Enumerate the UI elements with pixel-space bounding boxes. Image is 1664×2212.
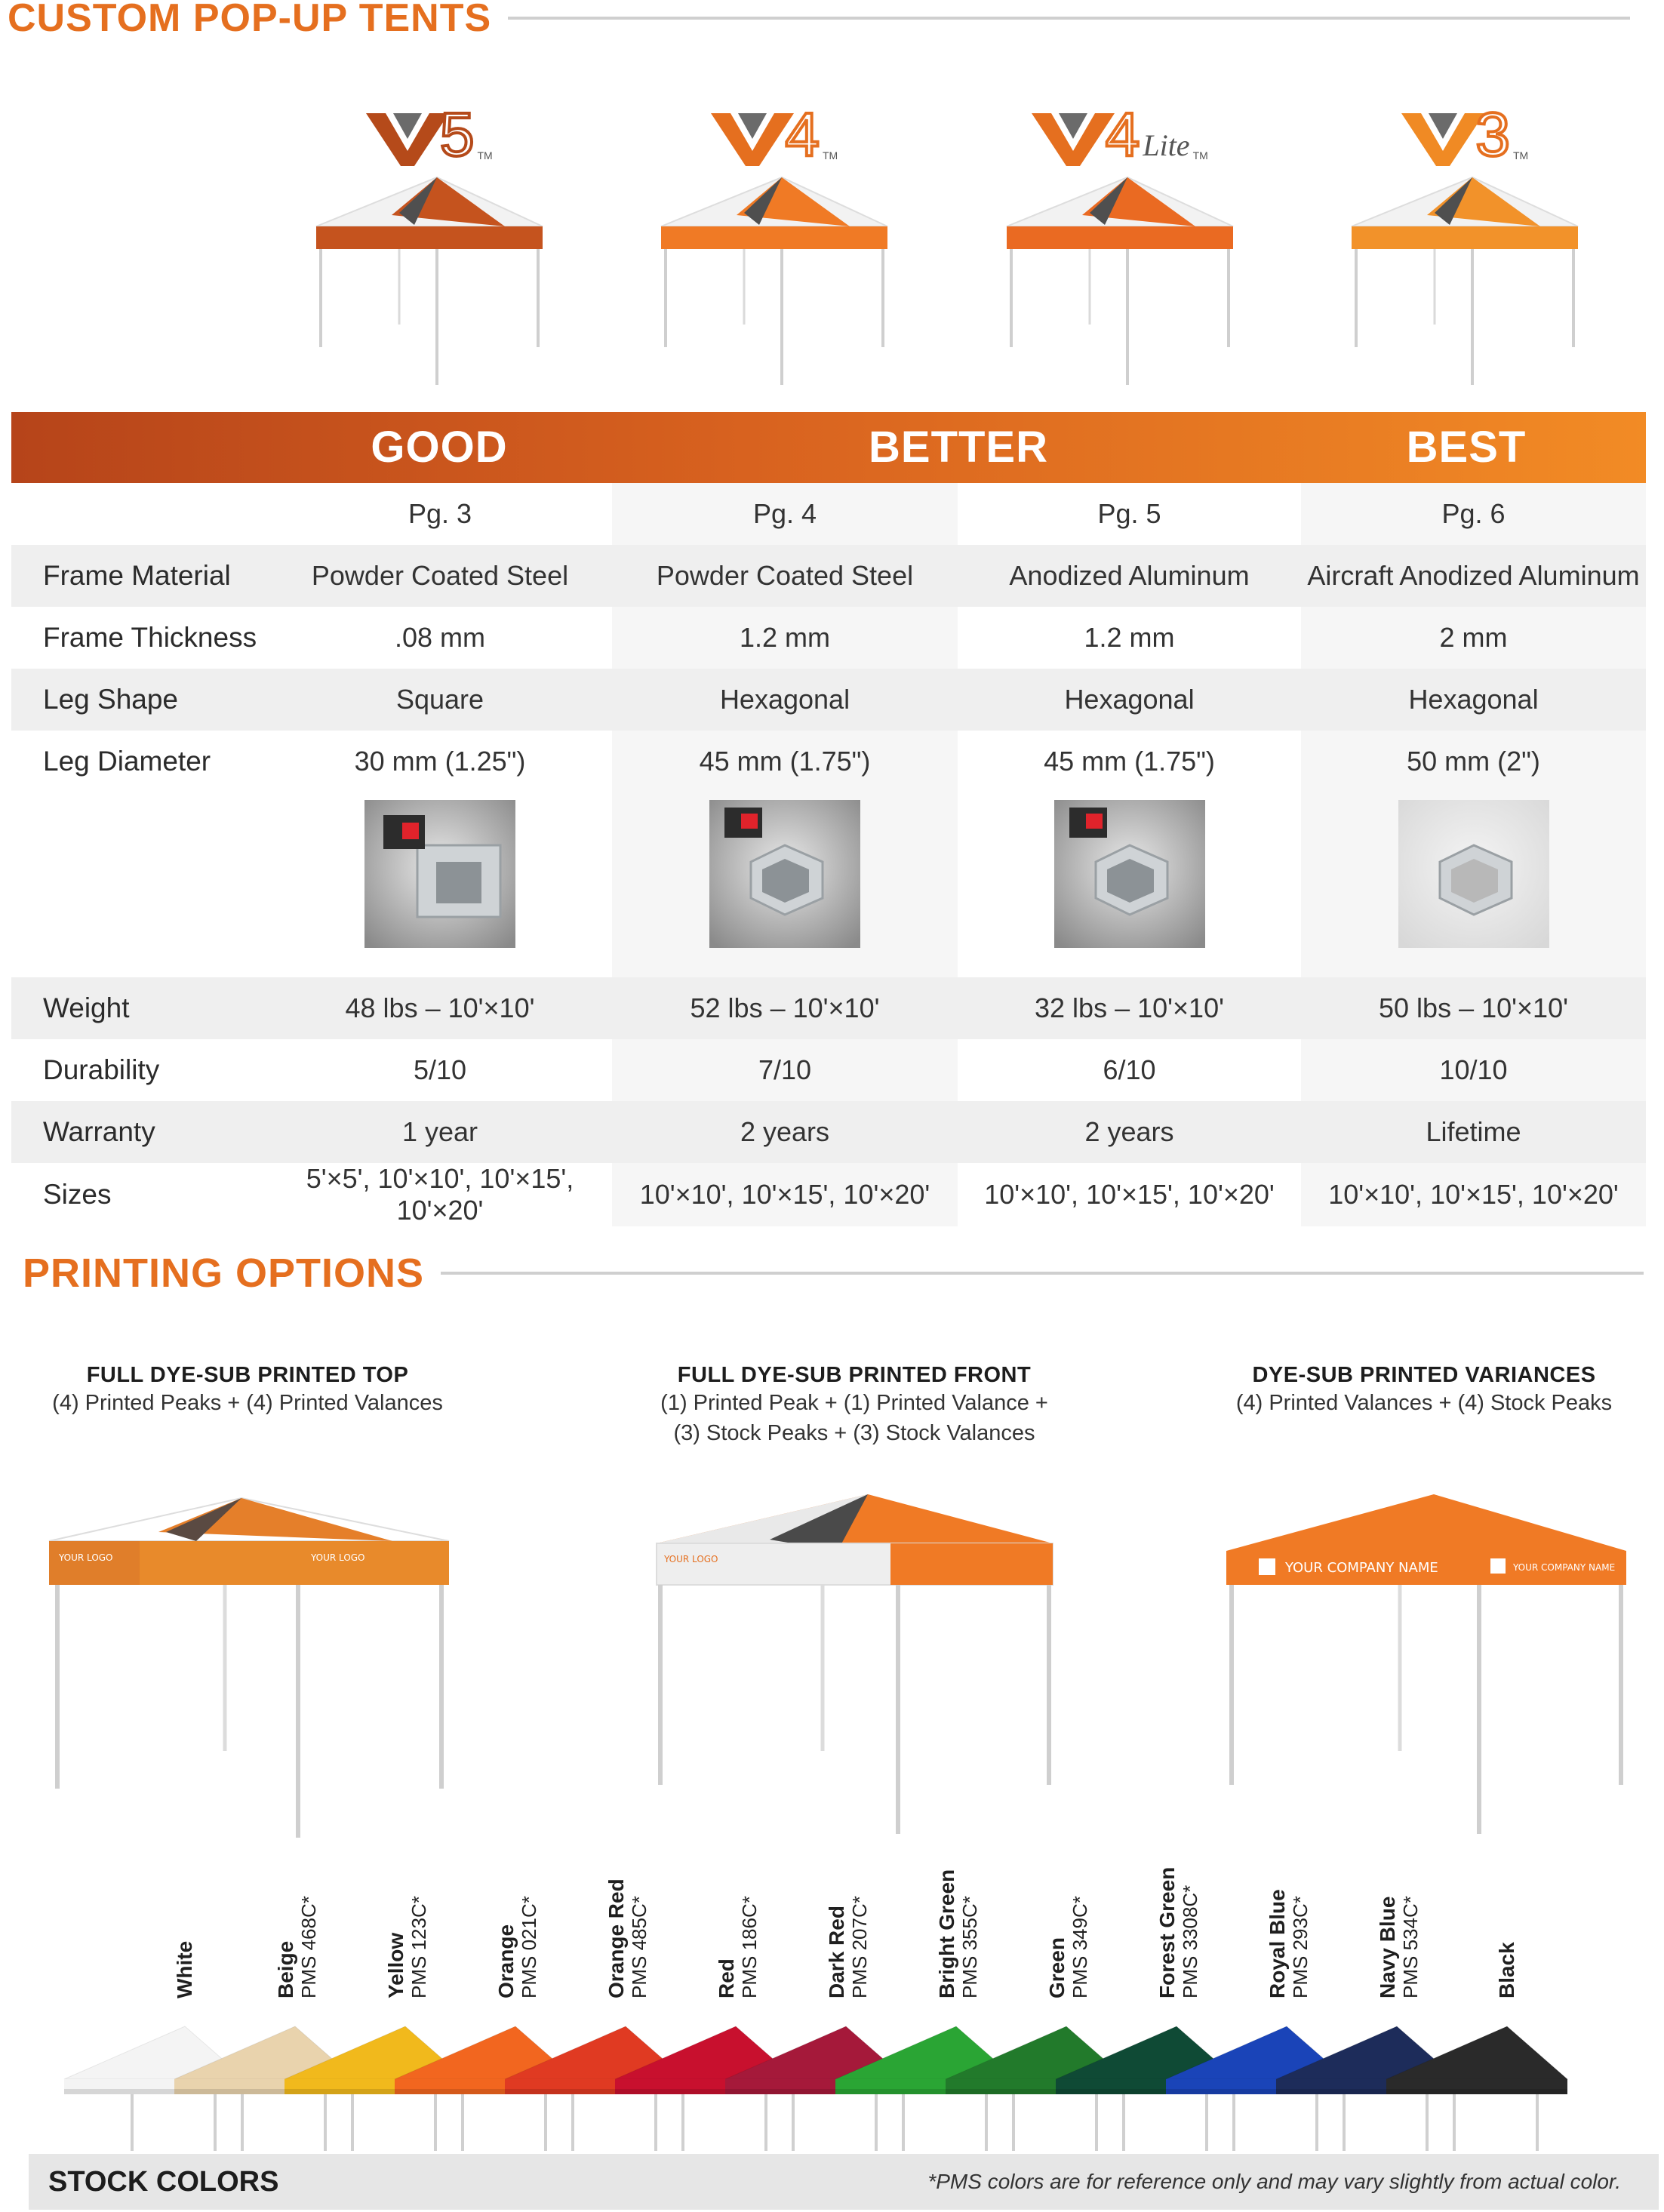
table-cell: Aircraft Anodized Aluminum bbox=[1301, 545, 1646, 607]
spec-table bbox=[11, 483, 1646, 1226]
table-cell: 2 years bbox=[612, 1101, 958, 1163]
product-column bbox=[1293, 75, 1638, 408]
print-option-line: (4) Printed Valances + (4) Stock Peaks bbox=[1235, 1391, 1613, 1415]
product-tent-image bbox=[1344, 174, 1586, 392]
table-row bbox=[11, 669, 1646, 731]
trademark-mark: TM bbox=[477, 149, 493, 162]
stock-color-pms: PMS 355C* bbox=[958, 1896, 981, 1998]
print-option-line: (1) Printed Peak + (1) Printed Valance + bbox=[660, 1391, 1048, 1415]
table-cell: 30 mm (1.25") bbox=[354, 746, 526, 777]
print-option-front bbox=[613, 1363, 1096, 1448]
trademark-mark: TM bbox=[822, 149, 838, 162]
product-logo bbox=[1032, 75, 1208, 169]
stock-color-label bbox=[1376, 1896, 1422, 1998]
tent-company-text: YOUR COMPANY NAME bbox=[1513, 1562, 1616, 1573]
table-cell: 2 mm bbox=[1301, 607, 1646, 669]
stock-color-name: Black bbox=[1495, 1942, 1518, 1998]
tent-full-print-top bbox=[49, 1498, 449, 1838]
table-cell: Powder Coated Steel bbox=[612, 545, 958, 607]
stock-color-label bbox=[715, 1896, 761, 1998]
heading-rule bbox=[441, 1272, 1644, 1275]
stock-color-label bbox=[174, 1941, 196, 1998]
tier-band bbox=[11, 412, 1646, 483]
stock-color-name: Beige bbox=[274, 1940, 297, 1998]
table-cell: 50 mm (2") bbox=[1301, 731, 1646, 792]
table-row-label: Durability bbox=[43, 1054, 160, 1085]
product-logo-number: 5 bbox=[439, 100, 475, 169]
stock-color-tents bbox=[0, 2023, 1664, 2151]
stock-color-label bbox=[1266, 1889, 1312, 1998]
table-row-label: Weight bbox=[11, 977, 268, 1039]
product-header bbox=[257, 75, 1638, 408]
tent-logo-text: YOUR LOGO bbox=[664, 1554, 718, 1564]
table-cell: 50 lbs – 10'×10' bbox=[1301, 977, 1646, 1039]
table-cell: 48 lbs – 10'×10' bbox=[268, 977, 612, 1039]
table-cell: 1.2 mm bbox=[1084, 622, 1175, 653]
table-cell: 2 years bbox=[958, 1101, 1301, 1163]
stock-color-name: Yellow bbox=[384, 1932, 408, 1998]
table-row-label: Frame Material bbox=[11, 545, 268, 607]
table-cell: 10/10 bbox=[1301, 1039, 1646, 1101]
stock-colors-note: *PMS colors are for reference only and may vary slightly from actual color. bbox=[927, 2170, 1621, 2193]
table-cell: 10'×10', 10'×15', 10'×20' bbox=[612, 1163, 958, 1226]
tents-heading-title: CUSTOM POP-UP TENTS bbox=[8, 0, 492, 40]
stock-colors-bar bbox=[29, 2154, 1659, 2210]
leg-profile-photo bbox=[1054, 800, 1205, 948]
product-column bbox=[257, 75, 602, 408]
stock-color-name: White bbox=[173, 1940, 196, 1998]
stock-color-name: Orange bbox=[494, 1924, 518, 1998]
page-ref: Pg. 6 bbox=[1301, 483, 1646, 545]
print-option-title: FULL DYE-SUB PRINTED TOP bbox=[86, 1363, 409, 1387]
table-row-label: Frame Thickness bbox=[43, 622, 257, 653]
print-option-title: DYE-SUB PRINTED VARIANCES bbox=[1252, 1363, 1596, 1387]
table-row bbox=[11, 545, 1646, 607]
print-tents bbox=[0, 1479, 1664, 1841]
printing-heading-title: PRINTING OPTIONS bbox=[23, 1251, 425, 1296]
leg-profile-photo bbox=[364, 800, 515, 948]
stock-color-name: Green bbox=[1045, 1937, 1069, 1998]
table-cell: 5/10 bbox=[413, 1054, 467, 1085]
tier-better: BETTER bbox=[869, 423, 1048, 472]
table-cell: Hexagonal bbox=[958, 669, 1301, 731]
table-cell: Hexagonal bbox=[612, 669, 958, 731]
table-cell: Powder Coated Steel bbox=[268, 545, 612, 607]
trademark-mark: TM bbox=[1512, 149, 1529, 162]
stock-color-pms: PMS 468C* bbox=[297, 1896, 320, 1998]
stock-colors-label: STOCK COLORS bbox=[48, 2166, 279, 2198]
print-option-line: (4) Printed Peaks + (4) Printed Valances bbox=[52, 1391, 443, 1415]
table-cell: 6/10 bbox=[1103, 1054, 1156, 1085]
table-cell: Lifetime bbox=[1301, 1101, 1646, 1163]
product-column bbox=[602, 75, 948, 408]
stock-color-label bbox=[1496, 1942, 1518, 1998]
stock-color-pms: PMS 349C* bbox=[1069, 1896, 1091, 1998]
product-tent-image bbox=[309, 174, 550, 392]
table-cell: Hexagonal bbox=[1301, 669, 1646, 731]
stock-color-name: Orange Red bbox=[604, 1878, 628, 1998]
table-row-label: Sizes bbox=[43, 1179, 112, 1210]
table-cell: Anodized Aluminum bbox=[958, 545, 1301, 607]
product-logo bbox=[711, 75, 838, 169]
table-row-label: Warranty bbox=[11, 1101, 268, 1163]
table-cell: 45 mm (1.75") bbox=[1044, 746, 1215, 777]
tent-logo-text: YOUR LOGO bbox=[311, 1552, 365, 1563]
table-row-label: Leg Shape bbox=[11, 669, 268, 731]
printing-heading bbox=[23, 1247, 1644, 1300]
leg-photo-cell bbox=[1301, 792, 1646, 977]
page-ref: Pg. 4 bbox=[612, 483, 958, 545]
table-cell: 1.2 mm bbox=[612, 607, 958, 669]
print-option-top bbox=[6, 1363, 489, 1418]
product-tent-image bbox=[654, 174, 895, 392]
table-row bbox=[11, 483, 1646, 545]
stock-color-name: Forest Green bbox=[1155, 1866, 1179, 1998]
stock-color-pms: PMS 207C* bbox=[848, 1896, 871, 1998]
table-row bbox=[11, 1163, 1646, 1226]
product-column bbox=[947, 75, 1293, 408]
leg-profile-photo bbox=[709, 800, 860, 948]
leg-photo-cell bbox=[612, 792, 958, 977]
product-tent-image bbox=[999, 174, 1241, 392]
stock-color-name: Navy Blue bbox=[1376, 1896, 1399, 1998]
tent-company-text: YOUR COMPANY NAME bbox=[1285, 1560, 1438, 1576]
print-option-variances bbox=[1183, 1363, 1664, 1418]
stock-color-name: Royal Blue bbox=[1266, 1889, 1289, 1998]
trademark-mark: TM bbox=[1192, 149, 1208, 162]
table-row bbox=[11, 731, 1646, 792]
product-logo-number: 3 bbox=[1475, 100, 1510, 169]
tents-heading bbox=[8, 0, 1630, 41]
stock-color-pms: PMS 3308C* bbox=[1179, 1884, 1201, 1998]
v-logo-icon bbox=[366, 113, 449, 166]
tent-logo-text: YOUR LOGO bbox=[59, 1552, 113, 1563]
stock-color-label bbox=[1156, 1867, 1201, 1998]
table-cell: 10'×10', 10'×15', 10'×20' bbox=[1301, 1163, 1646, 1226]
table-cell: 7/10 bbox=[612, 1039, 958, 1101]
product-logo bbox=[1401, 75, 1529, 169]
stock-color-pms: PMS 293C* bbox=[1289, 1896, 1312, 1998]
v-logo-icon bbox=[1401, 113, 1484, 166]
table-row bbox=[11, 1101, 1646, 1163]
stock-color-pms: PMS 485C* bbox=[628, 1896, 651, 1998]
tent-printed-variances bbox=[1226, 1494, 1626, 1834]
product-logo-number: 4 bbox=[1105, 100, 1140, 169]
table-cell: 32 lbs – 10'×10' bbox=[958, 977, 1301, 1039]
v-logo-icon bbox=[711, 113, 794, 166]
print-option-line: (3) Stock Peaks + (3) Stock Valances bbox=[673, 1421, 1035, 1445]
leg-photo-cell bbox=[958, 792, 1301, 977]
table-cell: 5'×5', 10'×10', 10'×15', 10'×20' bbox=[306, 1163, 574, 1226]
stock-color-name: Bright Green bbox=[935, 1869, 958, 1998]
table-cell: 10'×10', 10'×15', 10'×20' bbox=[984, 1179, 1275, 1210]
stock-color-label bbox=[605, 1878, 651, 1998]
stock-color-pms: PMS 534C* bbox=[1399, 1896, 1422, 1998]
table-label-empty bbox=[11, 483, 268, 545]
table-cell: 45 mm (1.75") bbox=[612, 731, 958, 792]
stock-color-label bbox=[936, 1869, 981, 1998]
leg-profile-photo bbox=[1398, 800, 1549, 948]
stock-color-name: Dark Red bbox=[825, 1906, 848, 1998]
table-cell: Square bbox=[268, 669, 612, 731]
leg-photo-cell bbox=[268, 792, 612, 977]
print-option-title: FULL DYE-SUB PRINTED FRONT bbox=[677, 1363, 1032, 1387]
table-cell: 1 year bbox=[268, 1101, 612, 1163]
product-logo-sub: Lite bbox=[1143, 128, 1190, 162]
product-logo-number: 4 bbox=[785, 100, 820, 169]
stock-color-label bbox=[275, 1896, 320, 1998]
table-row-label: Leg Diameter bbox=[43, 746, 211, 777]
table-row bbox=[11, 977, 1646, 1039]
table-cell: .08 mm bbox=[394, 622, 486, 653]
product-logo bbox=[366, 75, 493, 169]
stock-color-pms: PMS 123C* bbox=[408, 1896, 430, 1998]
stock-color-pms: PMS 021C* bbox=[518, 1896, 540, 1998]
tier-best: BEST bbox=[1406, 423, 1527, 472]
stock-color-pms: PMS 186C* bbox=[738, 1896, 761, 1998]
stock-color-name: Red bbox=[715, 1958, 738, 1998]
table-label-empty bbox=[11, 792, 268, 977]
stock-color-label bbox=[495, 1896, 540, 1998]
table-row bbox=[11, 607, 1646, 669]
stock-color-label bbox=[826, 1896, 871, 1998]
stock-color-label bbox=[1046, 1896, 1091, 1998]
table-row bbox=[11, 792, 1646, 977]
page-ref: Pg. 3 bbox=[408, 498, 472, 529]
table-cell: 52 lbs – 10'×10' bbox=[612, 977, 958, 1039]
table-row bbox=[11, 1039, 1646, 1101]
tier-good: GOOD bbox=[371, 423, 508, 472]
heading-rule bbox=[508, 17, 1630, 20]
v-logo-icon bbox=[1032, 113, 1115, 166]
stock-color-label bbox=[385, 1896, 430, 1998]
page-ref: Pg. 5 bbox=[1097, 498, 1161, 529]
tent-full-print-front bbox=[657, 1494, 1053, 1834]
